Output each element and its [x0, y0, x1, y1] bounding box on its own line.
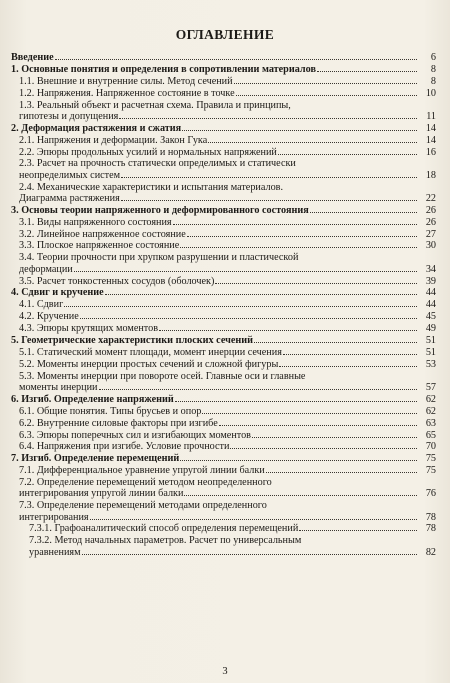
- dot-leader: [252, 430, 417, 438]
- toc-entry: [11, 418, 436, 429]
- toc-entry-line: [19, 88, 418, 99]
- toc-entry-text: гипотезы и допущения: [19, 110, 119, 122]
- toc-entry-line: [19, 359, 418, 370]
- dot-leader: [254, 335, 417, 343]
- toc-entry-line: [19, 382, 418, 393]
- toc-entry-text: 3.3. Плоское напряженное состояние: [19, 240, 180, 252]
- toc-entry: [11, 205, 436, 216]
- toc-entry-line: [19, 229, 418, 240]
- toc-entry-line: [19, 430, 418, 441]
- toc-page-number: 11: [426, 110, 436, 122]
- toc-entry-text: 1.3. Реальный объект и расчетная схема. Правила и принципы,: [19, 99, 291, 111]
- toc-entry-line: [19, 311, 418, 322]
- toc-entry-text: 4.2. Кручение: [19, 311, 79, 323]
- toc-entry-text: 5.3. Моменты инерции при повороте осей. Главные оси и главные: [19, 370, 306, 382]
- toc-entry-text: 5.2. Моменты инерции простых сечений и сложной фигуры: [19, 358, 279, 370]
- toc-page-number: 39: [425, 275, 436, 287]
- toc-entry-line: [11, 64, 418, 75]
- toc-entry-text: 2.1. Напряжения и деформации. Закон Гука: [19, 134, 208, 146]
- toc-entry-line: [11, 394, 418, 405]
- toc-entry-text: 1.1. Внешние и внутренние силы. Метод сечений: [19, 75, 233, 87]
- dot-leader: [121, 193, 417, 201]
- toc-entry-text: 6.2. Внутренние силовые факторы при изгибе: [19, 417, 218, 429]
- toc-page-number: 8: [430, 75, 436, 87]
- toc-page-number: 34: [425, 263, 436, 275]
- dot-leader: [184, 488, 417, 496]
- toc-page-number: 70: [425, 441, 436, 453]
- dot-leader: [187, 229, 417, 237]
- toc-entry-text: 7. Изгиб. Определение перемещений: [11, 453, 180, 465]
- toc-entry: [11, 147, 436, 158]
- dot-leader: [279, 359, 417, 367]
- toc-page-number: 75: [425, 453, 436, 465]
- toc-page-number: 82: [425, 546, 436, 558]
- toc-entry: [11, 182, 436, 205]
- dot-leader: [105, 287, 417, 295]
- toc-entry-text: 7.2. Определение перемещений методом неопределенного: [19, 477, 272, 489]
- toc-page-number: 51: [425, 335, 436, 346]
- toc-entry: [11, 535, 436, 558]
- toc-entry-line: [11, 335, 418, 346]
- toc-entry: [11, 100, 436, 123]
- toc-entry: [11, 287, 436, 298]
- table-of-contents: [11, 52, 436, 559]
- dot-leader: [173, 217, 417, 225]
- dot-leader: [236, 88, 417, 96]
- dot-leader: [159, 323, 417, 331]
- toc-entry-line: [11, 287, 418, 298]
- toc-entry-text: 2. Деформация растяжения и сжатия: [11, 122, 182, 134]
- toc-entry: [11, 76, 436, 87]
- dot-leader: [180, 453, 417, 461]
- toc-page-number: 49: [425, 323, 436, 335]
- toc-entry-line: [29, 523, 418, 534]
- toc-entry-line: [19, 135, 418, 146]
- toc-entry: [11, 240, 436, 251]
- toc-entry-text: 3. Основы теории напряженного и деформированного состояния: [11, 204, 309, 216]
- toc-entry: [11, 299, 436, 310]
- toc-page-number: 51: [425, 346, 436, 358]
- dot-leader: [99, 382, 418, 390]
- toc-page-number: 22: [425, 192, 436, 204]
- toc-entry-line: [11, 123, 418, 134]
- toc-entry: [11, 276, 436, 287]
- toc-page-number: 30: [425, 240, 436, 252]
- toc-entry-line: [19, 264, 418, 275]
- dot-leader: [266, 465, 417, 473]
- toc-page-number: 57: [425, 381, 436, 393]
- toc-entry: [11, 311, 436, 322]
- toc-entry-line: [19, 512, 418, 523]
- toc-entry-text: 2.2. Эпюры продольных усилий и нормальных напряжений: [19, 146, 277, 158]
- toc-entry: [11, 406, 436, 417]
- dot-leader: [182, 123, 417, 131]
- toc-entry: [11, 453, 436, 464]
- toc-entry: [11, 523, 436, 534]
- toc-entry-text: 4.3. Эпюры крутящих моментов: [19, 323, 159, 335]
- toc-entry-text: 2.3. Расчет на прочность статически определимых и статически: [19, 158, 296, 170]
- toc-page-number: 65: [425, 429, 436, 441]
- toc-entry-line: [19, 347, 418, 358]
- toc-entry-line: [19, 76, 418, 87]
- toc-entry: [11, 465, 436, 476]
- toc-entry-text: 3.5. Расчет тонкостенных сосудов (оболочек): [19, 275, 215, 287]
- dot-leader: [317, 64, 417, 72]
- toc-entry: [11, 217, 436, 228]
- toc-entry-line: [19, 170, 418, 181]
- dot-leader: [202, 406, 417, 414]
- toc-entry-text: 1. Основные понятия и определения в сопротивлении материалов: [11, 63, 316, 75]
- toc-page-number: 26: [425, 216, 436, 228]
- toc-entry: [11, 229, 436, 240]
- toc-page-number: 62: [425, 393, 436, 405]
- toc-entry-line: [19, 276, 418, 287]
- toc-entry: [11, 347, 436, 358]
- toc-entry-line: [19, 323, 418, 334]
- toc-entry-text: Введение: [11, 52, 54, 63]
- toc-entry-text: 7.1. Дифференциальное уравнение упругой линии балки: [19, 465, 265, 477]
- toc-entry-line: [19, 406, 418, 417]
- toc-entry-line: [29, 547, 418, 558]
- toc-page-number: 8: [430, 63, 436, 75]
- toc-entry: [11, 158, 436, 181]
- toc-page-number: 18: [425, 169, 436, 181]
- toc-entry: [11, 394, 436, 405]
- dot-leader: [230, 441, 417, 449]
- toc-entry-text: деформации: [19, 263, 73, 275]
- toc-page-number: 6: [430, 52, 436, 63]
- toc-entry-line: [19, 147, 418, 158]
- toc-entry-text: 6.3. Эпюры поперечных сил и изгибающих моментов: [19, 429, 251, 441]
- toc-page-number: 53: [425, 358, 436, 370]
- toc-page-number: 62: [425, 405, 436, 417]
- toc-entry-line: [19, 418, 418, 429]
- dot-leader: [310, 205, 417, 213]
- toc-page-number: 78: [425, 523, 436, 535]
- toc-entry-text: 5. Геометрические характеристики плоских сечений: [11, 335, 253, 346]
- dot-leader: [215, 276, 417, 284]
- dot-leader: [80, 311, 417, 319]
- toc-entry-text: 7.3.2. Метод начальных параметров. Расчет по универсальным: [29, 535, 302, 547]
- toc-entry: [11, 371, 436, 394]
- toc-page-number: 44: [425, 299, 436, 311]
- toc-entry-text: 7.3. Определение перемещений методами определенного: [19, 500, 267, 512]
- toc-page-number: 44: [425, 287, 436, 299]
- toc-entry-line: [19, 465, 418, 476]
- toc-entry: [11, 335, 436, 346]
- toc-entry-text: 2.4. Механические характеристики и испытания материалов.: [19, 181, 284, 193]
- toc-page-number: 16: [425, 146, 436, 158]
- toc-entry-line: [11, 453, 418, 464]
- toc-entry-line: [19, 240, 418, 251]
- toc-entry-line: [11, 52, 418, 63]
- toc-entry-text: уравнениям: [29, 546, 81, 558]
- toc-page-number: 14: [425, 122, 436, 134]
- toc-entry: [11, 52, 436, 63]
- page-title: ОГЛАВЛЕНИЕ: [175, 27, 275, 42]
- dot-leader: [175, 394, 417, 402]
- dot-leader: [283, 347, 417, 355]
- toc-entry-text: 7.3.1. Графоаналитический способ определения перемещений: [29, 523, 299, 535]
- toc-entry-text: 4.1. Сдвиг: [19, 299, 64, 311]
- toc-entry: [11, 441, 436, 452]
- dot-leader: [55, 52, 417, 60]
- dot-leader: [219, 418, 417, 426]
- toc-entry-text: 3.2. Линейное напряженное состояние: [19, 228, 186, 240]
- toc-entry-line: [19, 193, 418, 204]
- toc-page-number: 26: [425, 204, 436, 216]
- toc-entry: [11, 500, 436, 523]
- toc-page-number: 27: [425, 228, 436, 240]
- toc-entry-text: 4. Сдвиг и кручение: [11, 287, 104, 299]
- toc-entry-line: [19, 217, 418, 228]
- dot-leader: [119, 111, 417, 119]
- toc-page-number: 76: [425, 488, 436, 500]
- toc-entry: [11, 64, 436, 75]
- toc-entry-text: 3.4. Теории прочности при хрупком разрушении и пластической: [19, 252, 299, 264]
- dot-leader: [180, 240, 417, 248]
- toc-entry: [11, 123, 436, 134]
- toc-entry-line: [11, 205, 418, 216]
- toc-entry: [11, 477, 436, 500]
- dot-leader: [121, 170, 417, 178]
- toc-entry-text: моменты инерции: [19, 381, 98, 393]
- toc-page-number: 45: [425, 311, 436, 323]
- toc-entry-text: 6. Изгиб. Определение напряжений: [11, 393, 174, 405]
- toc-entry-text: 3.1. Виды напряженного состояния: [19, 216, 172, 228]
- toc-entry-text: 6.1. Общие понятия. Типы брусьев и опор: [19, 405, 202, 417]
- toc-entry-text: неопределимых систем: [19, 169, 121, 181]
- toc-page-number: 10: [425, 87, 436, 99]
- toc-entry-line: [19, 111, 418, 122]
- toc-entry-text: Диаграмма растяжения: [19, 192, 120, 204]
- dot-leader: [234, 76, 417, 84]
- dot-leader: [208, 135, 417, 143]
- toc-entry-text: интегрирования упругой линии балки: [19, 488, 184, 500]
- dot-leader: [74, 264, 417, 272]
- toc-entry-text: интегрирования: [19, 511, 89, 523]
- toc-entry: [11, 323, 436, 334]
- toc-page-number: 63: [425, 417, 436, 429]
- toc-entry: [11, 88, 436, 99]
- toc-entry-text: 1.2. Напряжения. Напряженное состояние в точке: [19, 87, 235, 99]
- toc-entry: [11, 359, 436, 370]
- page-number: 3: [222, 666, 228, 677]
- dot-leader: [82, 547, 417, 555]
- dot-leader: [90, 512, 417, 520]
- toc-entry: [11, 135, 436, 146]
- toc-entry-line: [19, 441, 418, 452]
- toc-entry-line: [19, 299, 418, 310]
- toc-page-number: 14: [425, 134, 436, 146]
- toc-page-number: 75: [425, 465, 436, 477]
- toc-page-number: 78: [425, 511, 436, 523]
- toc-entry: [11, 252, 436, 275]
- toc-entry-text: 6.4. Напряжения при изгибе. Условие прочности: [19, 441, 230, 453]
- dot-leader: [299, 523, 417, 531]
- dot-leader: [64, 299, 417, 307]
- dot-leader: [278, 147, 417, 155]
- toc-entry-line: [19, 488, 418, 499]
- toc-entry: [11, 430, 436, 441]
- toc-entry-text: 5.1. Статический момент площади, момент инерции сечения: [19, 346, 282, 358]
